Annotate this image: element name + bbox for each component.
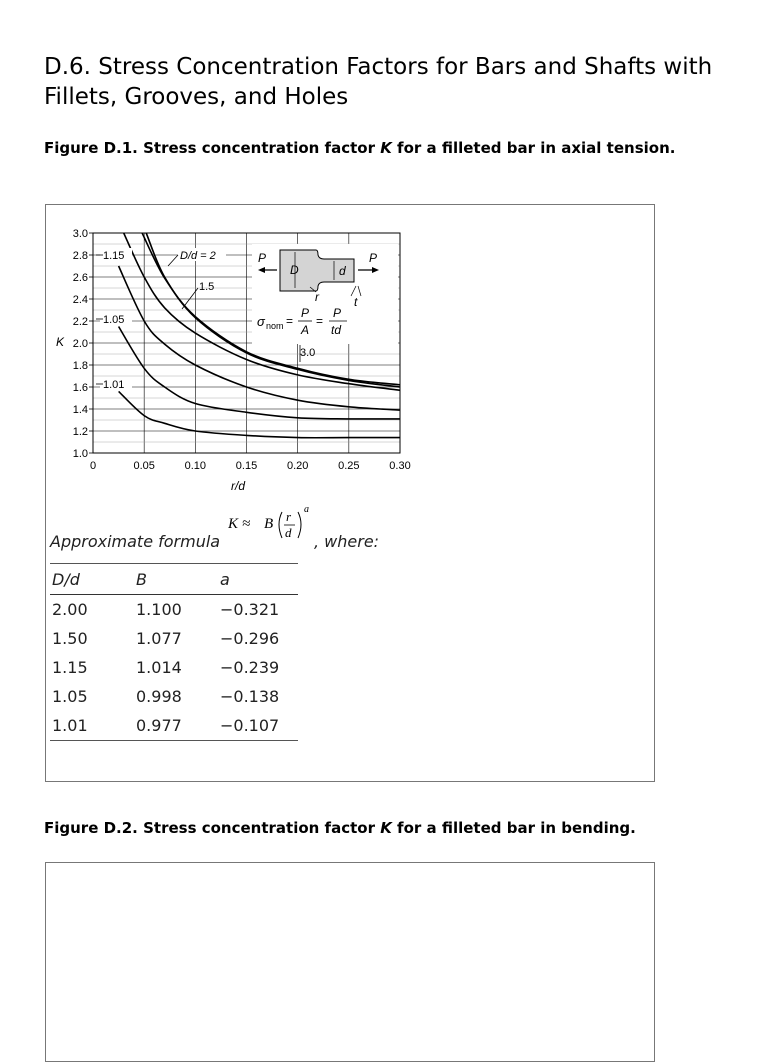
y-tick-label: 1.2 [72, 426, 88, 438]
filleted-bar-inset [252, 244, 398, 344]
cell-D-d: 1.05 [52, 687, 88, 706]
table-header-row [50, 564, 298, 595]
formula-a: a [304, 504, 309, 515]
cell-D-d: 2.00 [52, 600, 88, 619]
y-tick-label: 2.6 [72, 272, 88, 284]
formula-approx: ≈ [242, 516, 251, 532]
dim-r-label: r [315, 290, 319, 304]
cell-D-d: 1.01 [50, 711, 134, 741]
force-right: P [369, 251, 378, 265]
table-row [50, 595, 298, 625]
sigma-sub: nom [266, 321, 284, 331]
table-row [50, 624, 298, 653]
formula-lead-text: Approximate formula [50, 532, 221, 551]
cell-D-d: 1.50 [52, 629, 88, 648]
dim-D-label: D [290, 263, 299, 277]
cell-B: 0.977 [134, 711, 218, 741]
formula-tail-text: , where: [314, 532, 380, 551]
formula-B: B [264, 516, 274, 532]
table-row [50, 653, 298, 682]
x-tick-label: 0.30 [389, 460, 411, 472]
table-row [50, 711, 298, 741]
cell-B: 1.014 [136, 658, 182, 677]
curve-label-15: 1.5 [199, 281, 215, 293]
formula-K: K [228, 516, 239, 532]
figure-d2-caption [44, 818, 734, 838]
formula-math [228, 502, 318, 556]
caption-variable: K [380, 139, 392, 157]
caption-suffix: for a filleted bar in axial tension. [391, 139, 676, 157]
y-tick-label: 2.8 [72, 250, 88, 262]
frac1-den: A [301, 323, 310, 337]
curve-label-2: D/d = 2 [180, 250, 216, 262]
figure-d2-box [45, 862, 655, 1062]
dim-d-label: d [339, 264, 346, 278]
eq-1: = [286, 314, 294, 328]
cell-a: −0.296 [220, 629, 280, 648]
caption-suffix: for a filleted bar in bending. [391, 819, 636, 837]
table-row [50, 682, 298, 711]
x-tick-label: 0.15 [235, 460, 258, 472]
header-D-d: D/d [50, 564, 134, 595]
x-tick-label: 0.20 [286, 460, 309, 472]
x-tick-label: 0.10 [184, 460, 207, 472]
caption-variable: K [380, 819, 392, 837]
x-axis-label: r/d [230, 479, 246, 493]
x-tick-label: 0.25 [338, 460, 360, 472]
header-B: B [134, 564, 218, 595]
y-tick-label: 1.0 [72, 448, 88, 460]
stress-concentration-chart [48, 224, 418, 498]
curve-label-115: 1.15 [103, 250, 125, 262]
y-tick-label: 1.6 [72, 382, 88, 394]
y-tick-label: 2.4 [72, 294, 88, 306]
curve-label-3: 3.0 [300, 347, 316, 359]
force-left: P [258, 251, 267, 265]
eq-2: = [316, 314, 324, 328]
approximate-formula [50, 502, 610, 556]
cell-a: −0.321 [220, 600, 280, 619]
cell-B: 1.077 [136, 629, 182, 648]
y-tick-label: 3.0 [72, 228, 88, 240]
y-tick-label: 2.0 [72, 338, 88, 350]
y-tick-label: 1.8 [72, 360, 88, 372]
figure-d1-caption [44, 138, 734, 158]
caption-prefix: Figure D.2. Stress concentration factor [44, 819, 381, 837]
cell-B: 1.100 [136, 600, 182, 619]
header-a: a [218, 564, 298, 595]
curve-label-101: 1.01 [103, 379, 125, 391]
cell-a: −0.239 [220, 658, 280, 677]
cell-a: −0.138 [220, 687, 280, 706]
x-tick-label: 0.05 [133, 460, 155, 472]
cell-D-d: 1.15 [52, 658, 88, 677]
frac1-num: P [301, 306, 310, 320]
caption-prefix: Figure D.1. Stress concentration factor [44, 139, 381, 157]
coefficient-table [50, 563, 298, 741]
x-tick-label: 0 [89, 460, 97, 472]
sigma-symbol: σ [257, 314, 265, 329]
section-title: D.6. Stress Concentration Factors for Bars and Shafts with Fillets, Grooves, and Holes [44, 54, 713, 110]
frac2-den: td [331, 323, 342, 337]
dim-t-label: t [354, 295, 358, 309]
y-tick-label: 1.4 [72, 404, 88, 416]
cell-B: 0.998 [136, 687, 182, 706]
curve-label-105: 1.05 [103, 314, 125, 326]
y-axis-label: K [56, 335, 65, 349]
cell-a: −0.107 [218, 711, 298, 741]
frac2-num: P [333, 306, 342, 320]
y-tick-label: 2.2 [72, 316, 88, 328]
formula-d: d [285, 525, 292, 540]
formula-r: r [286, 509, 292, 524]
